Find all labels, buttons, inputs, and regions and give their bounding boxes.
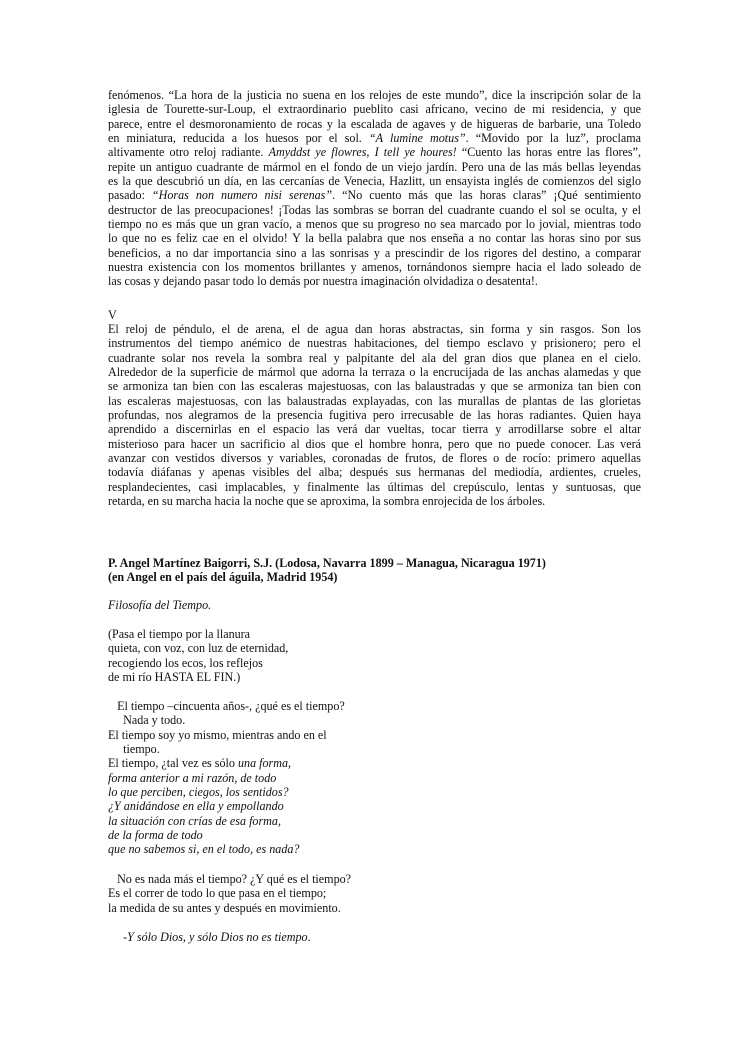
italic-text: “A lumine motus” [368,131,466,146]
text-line: (en Angel en el país del águila, Madrid 1954) [108,570,338,585]
text-run: todavía diáfanas y apenas visibles del alba; después sus hermanas del mediodía, ardientes, crueles, [108,465,641,480]
text-run: en miniatura, reducida a los huesos por el sol. [108,131,369,146]
text-line [108,814,641,828]
text-run: Nada y todo. [108,713,186,728]
text-line: (Pasa el tiempo por la llanura [108,627,251,641]
text-run: El tiempo, ¿tal vez es sólo [108,756,238,771]
text-line [108,842,641,856]
section-number: V [108,308,117,322]
text-run: fenómenos. “La hora de la justicia no suena en los relojes de este mundo”, dice la inscripción solar de la [108,88,641,102]
text-run: se armoniza tan bien con las escaleras majestuosas, con las balaustradas y que se armoniza tan bien con [108,379,641,394]
text-line [108,131,641,145]
text-line [108,872,641,886]
italic-text: que no sabemos si, en el todo, es nada? [108,842,300,857]
text-line [108,494,641,508]
text-line [108,351,641,365]
text-line [108,901,641,915]
italic-text: la situación con crías de esa forma, [108,813,281,828]
text-line [108,365,641,379]
text-run: . “No cuento más que las horas claras” ¡Qué sentimiento [332,188,641,203]
text-line [108,336,641,350]
text-run: parece, entre el desmoronamiento de rocas y la escalada de agaves y de higueras de barbarie, una Toledo [108,116,641,131]
text-run: retarda, en su marcha hacia la noche que se aproxima, la sombra enrojecida de los árboles. [108,494,546,509]
text-line [108,188,641,202]
text-run: “Cuento las horas entre las flores”, [456,145,641,160]
text-line [108,756,641,770]
poem-title: Filosofía del Tiempo. [108,598,212,612]
text-line [108,88,641,102]
text-line [108,728,641,742]
poem-stanza-3 [108,872,641,915]
text-run: la medida de su antes y después en movimiento. [108,900,341,915]
text-line [108,246,641,260]
italic-text: Y sólo Dios, y sólo Dios no es tiempo [127,930,308,944]
paragraph-sundial-hours [108,322,641,508]
text-line [108,451,641,465]
text-line [108,408,641,422]
text-line [108,480,641,494]
text-line [108,174,641,188]
text-run: repite un antiguo cuadrante de mármol en el fondo de un viejo jardín. Pero una de las más bellas leyendas [108,159,641,174]
text-run: misterioso para hacer un sacrificio al dios que el hombre honra, pero que no puede conocer. Las verá [108,436,641,451]
text-run: . [307,930,311,944]
text-line [108,231,641,245]
text-line [108,437,641,451]
text-line [108,394,641,408]
italic-text: ¿Y anidándose en ella y empollando [108,799,284,814]
text-run: No es nada más el tiempo? ¿Y qué es el tiempo? [108,872,352,886]
text-line [108,771,641,785]
text-line: P. Angel Martínez Baigorri, S.J. (Lodosa, Navarra 1899 – Managua, Nicaragua 1971) [108,556,546,570]
text-line [108,742,641,756]
text-line: recogiendo los ecos, los reflejos [108,655,263,670]
text-line: quieta, con voz, con luz de eternidad, [108,641,289,656]
text-run: El reloj de péndulo, el de arena, el de agua dan horas abstractas, sin forma y sin rasgos. Son los [108,322,641,336]
paragraph-sundial-inscriptions [108,88,641,289]
italic-text: una forma, [237,756,292,771]
text-line [108,886,641,900]
text-run: destructor de las preocupaciones! ¡Todas las sombras se borran del cuadrante cuando el sol se oculta, y el [108,202,641,217]
text-line [108,379,641,393]
text-run: tiempo. [108,742,160,757]
text-line [108,465,641,479]
text-line: de mi río HASTA EL FIN.) [108,670,241,685]
text-run: iglesia de Tourette-sur-Loup, el extraordinario pueblito casi africano, vecino de mi residencia, y que [108,102,641,117]
text-line [108,102,641,116]
text-line [108,203,641,217]
text-line [108,799,641,813]
text-run: . “Movido por la luz”, proclama [465,131,641,146]
text-line [108,274,641,288]
text-line [108,217,641,231]
poem-stanza-1 [108,627,641,684]
poem-stanza-2 [108,699,641,857]
text-run: nuestra existencia con los momentos brillantes y amenos, tornándonos siempre hacia el lado soleado de [108,260,641,275]
text-line [108,713,641,727]
text-run: instrumentos del tiempo anémico de nuestras habitaciones, del tiempo esclavo y prisionero; pero el [108,336,641,351]
text-line [108,828,641,842]
text-run: El tiempo –cincuenta años-, ¿qué es el tiempo? [108,699,345,713]
poem-stanza-4 [108,930,641,944]
text-line [108,322,641,336]
text-run: las cosas y dejando pasar todo lo demás por nuestra imaginación olvidadiza o desatenta!. [108,274,538,289]
italic-text: “Horas non numero nisi serenas” [151,188,333,203]
text-run: aprendido a discernirlas en el espacio las verá dar vueltas, tocar tierra y arrodillarse sobre el altar [108,422,641,437]
author-heading [108,556,641,585]
italic-text: lo que perciben, ciegos, los sentidos? [108,785,289,800]
text-run: resplandecientes, casi implacables, y finalmente las últimas del crepúsculo, lentas y suntuosas, que [108,479,641,494]
text-line [108,145,641,159]
text-line [108,699,641,713]
text-run: El tiempo soy yo mismo, mientras ando en el [108,727,327,742]
text-run: altivamente otro reloj radiante. [108,145,269,160]
text-line [108,422,641,436]
text-run: beneficios, a no dar importancia sino a las sonrisas y a prescindir de los rigores del destino, a comparar [108,245,641,260]
italic-text: Amyddst ye flowres, I tell ye houres! [268,145,457,160]
text-run: profundas, nos alegramos de la presencia fugitiva pero irrecusable de las horas radiantes. Quien haya [108,408,641,423]
italic-text: de la forma de todo [108,828,203,843]
text-run: lo que no es feliz cae en el olvido! Y la bella palabra que nos enseña a no contar las horas sino por sus [108,231,641,246]
text-line [108,930,641,944]
text-run: es la que descubrió un día, en las cercanías de Venecia, Hazlitt, un ensayista inglés de comienzos del siglo [108,174,641,189]
text-run: las escaleras majestuosas, con las balaustradas explayadas, con las murallas de plantas de las glorietas [108,393,641,408]
text-run: tiempo no es más que un gran vacío, a menos que su progreso no sea marcado por lo jovial, mientras todo [108,217,641,232]
text-line [108,160,641,174]
text-run: - [108,930,128,944]
text-line [108,260,641,274]
text-line [108,785,641,799]
text-run: avanzar con vestidos diversos y variables, coronadas de frutos, de flores o de rocío: primero aquellas [108,451,641,466]
text-run: pasado: [108,188,152,203]
italic-text: forma anterior a mi razón, de todo [108,770,277,785]
text-run: Es el correr de todo lo que pasa en el tiempo; [108,886,327,901]
text-run: cuadrante solar nos revela la sombra real y palpitante del ala del gran dios que planea en el cielo. [108,350,641,365]
text-run: Alrededor de la superficie de mármol que adorna la terraza o la encrucijada de las anchas alamedas y que [108,365,641,380]
text-line [108,117,641,131]
